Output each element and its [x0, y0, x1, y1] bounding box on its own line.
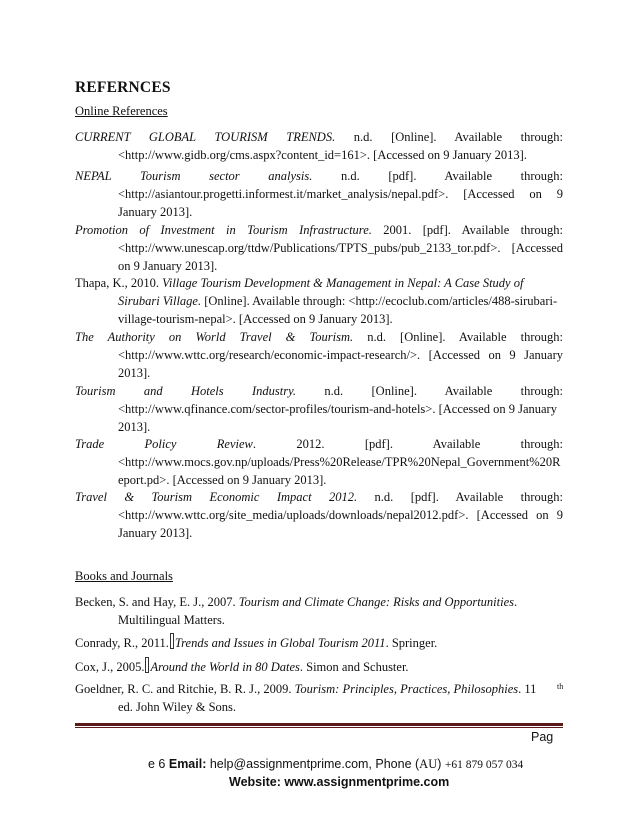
reference-nepal-tourism-sector — [75, 168, 563, 221]
reference-publisher: . Simon and Schuster. — [299, 660, 409, 674]
reference-line — [75, 329, 563, 347]
reference-world-travel-tourism-council — [75, 329, 563, 382]
reference-title: The Authority on World Travel & Tourism. — [75, 330, 354, 344]
reference-line — [75, 657, 563, 677]
reference-punct: . — [514, 595, 518, 609]
reference-conrady-2011 — [75, 633, 563, 653]
reference-title: Trade Policy Review — [75, 437, 253, 451]
reference-line — [75, 436, 563, 454]
reference-tourism-and-hotels — [75, 383, 563, 436]
reference-thapa-2010 — [75, 275, 563, 328]
footer-contact-line — [148, 757, 523, 772]
reference-detail: n.d. [pdf]. Available through: — [357, 490, 563, 504]
reference-author: Becken, S. and Hay, E. J., 2007. — [75, 595, 239, 609]
reference-cox-2005 — [75, 657, 563, 677]
reference-title: Sirubari Village. — [118, 293, 202, 308]
reference-url: <http://www.gidb.org/cms.aspx?content_id=161>. [Accessed on 9 January 2013]. — [118, 147, 527, 162]
reference-detail: . 2012. [pdf]. Available through: — [252, 437, 563, 451]
phone-number: +61 879 057 034 — [444, 759, 524, 771]
reference-line — [75, 168, 563, 186]
reference-line — [75, 594, 563, 612]
reference-title: Promotion of Investment in Tourism Infrastructure. — [75, 223, 372, 237]
text-cursor-marker — [145, 657, 149, 673]
reference-url: village-tourism-nepal>. [Accessed on 9 January 2013]. — [118, 311, 393, 326]
reference-title: NEPAL Tourism sector analysis. — [75, 169, 313, 183]
reference-line — [75, 293, 563, 311]
reference-line — [75, 275, 563, 293]
reference-url: <http://www.qfinance.com/sector-profiles/tourism-and-hotels>. [Accessed on 9 January — [118, 401, 557, 416]
reference-publisher: Multilingual Matters. — [118, 612, 225, 627]
email-address[interactable]: help@assignmentprime.com, Phone ( — [206, 757, 420, 771]
text-cursor-marker — [170, 633, 174, 649]
reference-travel-tourism-economic-impact — [75, 489, 563, 542]
footer-rule-thin — [75, 727, 563, 728]
reference-title: CURRENT GLOBAL TOURISM TRENDS. — [75, 130, 336, 144]
footer-website[interactable]: Website: www.assignmentprime.com — [229, 775, 450, 789]
reference-detail: n.d. [Online]. Available through: — [296, 384, 563, 398]
reference-detail: n.d. [pdf]. Available through: — [312, 169, 563, 183]
online-references-subheading: Online References — [75, 104, 168, 118]
reference-accessed: 2013]. — [118, 419, 151, 434]
reference-detail: 2001. [pdf]. Available through: — [371, 223, 563, 237]
reference-author: Thapa, K., 2010. — [75, 276, 163, 290]
reference-url: <http://www.wttc.org/site_media/uploads/downloads/nepal2012.pdf>. [Accessed on 9 — [118, 507, 563, 522]
reference-title: Travel & Tourism Economic Impact 2012. — [75, 490, 358, 504]
references-heading: REFERNCES — [75, 79, 171, 96]
reference-title: Village Tourism Development & Management in Nepal: A Case Study of — [162, 276, 524, 290]
paren-close: ) — [437, 757, 445, 771]
page-number: e 6 — [148, 757, 169, 771]
reference-title: Tourism: Principles, Practices, Philosophies — [294, 682, 519, 696]
reference-title: Around the World in 80 Dates — [150, 660, 300, 674]
reference-becken-hay-2007 — [75, 594, 563, 630]
reference-line — [75, 222, 563, 240]
reference-detail: n.d. [Online]. Available through: — [353, 330, 563, 344]
reference-url: <http://www.mocs.gov.np/uploads/Press%20Release/TPR%20Nepal_Government%20R — [118, 454, 561, 469]
reference-accessed: on 9 January 2013]. — [118, 258, 218, 273]
reference-accessed: January 2013]. — [118, 525, 193, 540]
reference-accessed: January 2013]. — [118, 204, 193, 219]
reference-author: Cox, J., 2005. — [75, 660, 145, 674]
reference-title: Tourism and Hotels Industry. — [75, 384, 297, 398]
reference-publisher: ed. John Wiley & Sons. — [118, 699, 237, 714]
reference-line — [75, 383, 563, 401]
country-code: AU — [419, 757, 438, 771]
reference-detail: n.d. [Online]. Available through: — [335, 130, 563, 144]
reference-line — [75, 681, 563, 699]
reference-trade-policy-review — [75, 436, 563, 489]
reference-title: Tourism and Climate Change: Risks and Opportunities — [238, 595, 514, 609]
reference-url: <http://www.unescap.org/ttdw/Publications/TPTS_pubs/pub_2133_tor.pdf>. [Accessed — [118, 240, 563, 255]
reference-current-global-tourism-trends — [75, 129, 563, 165]
reference-author: Goeldner, R. C. and Ritchie, B. R. J., 2009. — [75, 682, 295, 696]
reference-line — [75, 129, 563, 147]
footer-rule-thick — [75, 723, 563, 726]
reference-line — [75, 489, 563, 507]
reference-line — [75, 633, 563, 653]
reference-goeldner-ritchie-2009 — [75, 681, 563, 717]
reference-edition: . 11 — [518, 682, 537, 696]
reference-author: Conrady, R., 2011. — [75, 636, 169, 650]
reference-url: [Online]. Available through: <http://ecoclub.com/articles/488-sirubari- — [201, 293, 558, 308]
reference-url: <http://asiantour.progetti.informest.it/market_analysis/nepal.pdf>. [Accessed on 9 — [118, 186, 563, 201]
reference-accessed: eport.pd>. [Accessed on 9 January 2013]. — [118, 472, 327, 487]
reference-publisher: . Springer. — [385, 636, 438, 650]
page-label: Pag — [531, 730, 554, 744]
reference-url: <http://www.wttc.org/research/economic-impact-research/>. [Accessed on 9 January — [118, 347, 563, 362]
reference-promotion-of-investment — [75, 222, 563, 275]
reference-accessed: 2013]. — [118, 365, 151, 380]
books-and-journals-subheading: Books and Journals — [75, 569, 173, 583]
email-label: Email: — [168, 757, 207, 771]
reference-title: Trends and Issues in Global Tourism 2011 — [174, 636, 386, 650]
superscript-th: th — [557, 682, 564, 691]
